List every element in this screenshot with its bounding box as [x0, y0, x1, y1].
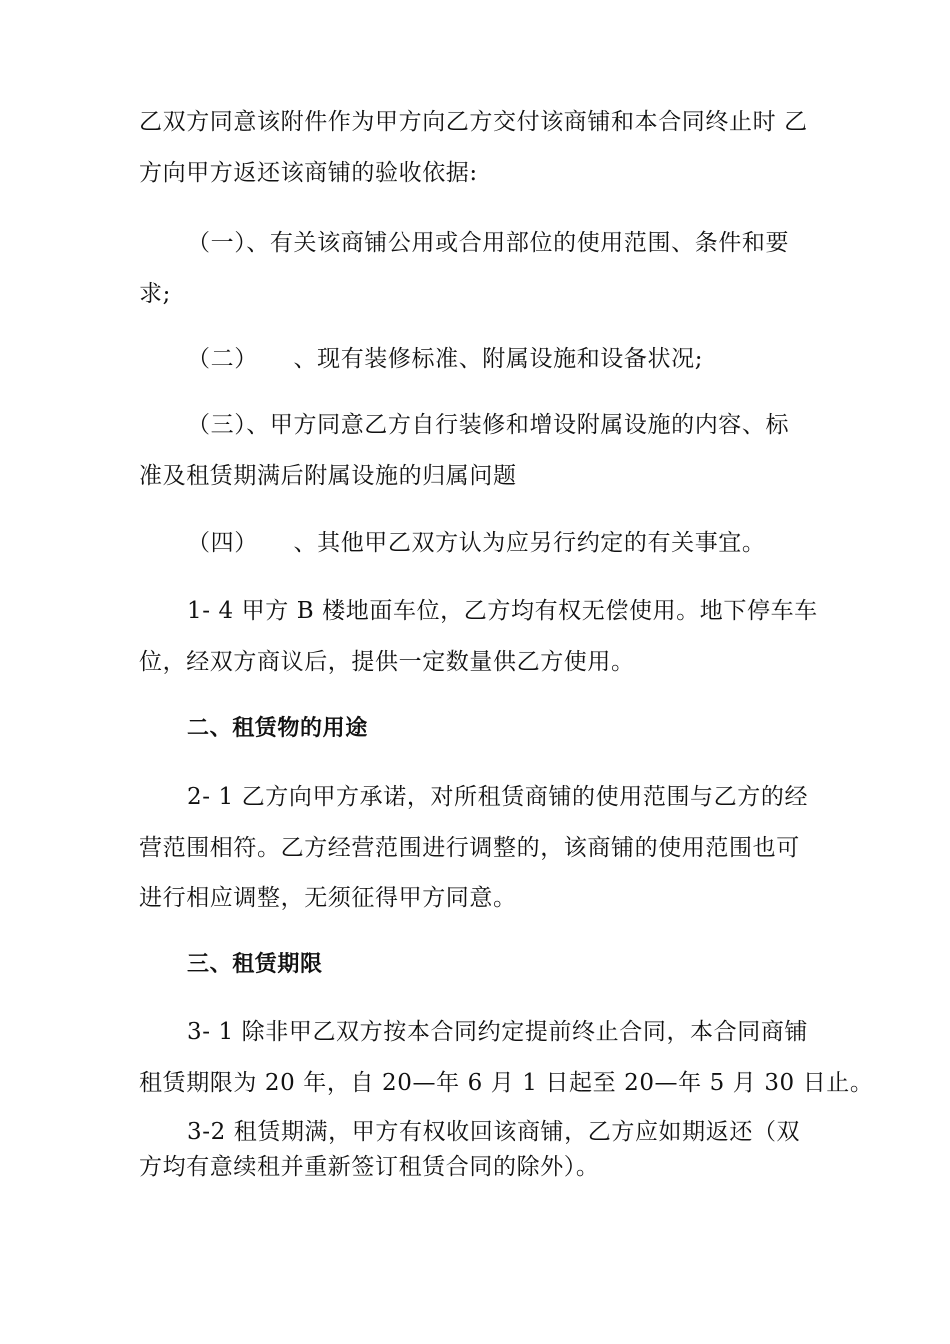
- list-item-3: （三）、甲方同意乙方自行装修和增设附属设施的内容、标: [187, 412, 790, 438]
- text-line: 营范围相符。乙方经营范围进行调整的，该商铺的使用范围也可: [139, 835, 800, 861]
- text-line: 乙双方同意该附件作为甲方向乙方交付该商铺和本合同终止时 乙: [139, 109, 808, 135]
- list-item-2: （二） 、现有装修标准、附属设施和设备状况;: [187, 346, 704, 372]
- list-item-4: （四） 、其他甲乙双方认为应另行约定的有关事宜。: [187, 530, 766, 556]
- clause-2-1: 2- 1 乙方向甲方承诺，对所租赁商铺的使用范围与乙方的经: [187, 784, 809, 810]
- clause-3-2: 3-2 租赁期满，甲方有权收回该商铺，乙方应如期返还（双: [187, 1119, 801, 1145]
- list-item-1: （一）、有关该商铺公用或合用部位的使用范围、条件和要: [187, 230, 790, 256]
- text-line: 方均有意续租并重新签订租赁合同的除外）。: [139, 1154, 600, 1180]
- text-line: 求;: [139, 281, 171, 307]
- section-heading-2: 二、租赁物的用途: [187, 716, 368, 741]
- text-line: 准及租赁期满后附属设施的归属问题: [139, 463, 517, 489]
- clause-3-1: 3- 1 除非甲乙双方按本合同约定提前终止合同，本合同商铺: [187, 1019, 809, 1045]
- section-heading-3: 三、租赁期限: [187, 952, 323, 977]
- text-line: 位，经双方商议后，提供一定数量供乙方使用。: [139, 649, 635, 675]
- clause-1-4: 1- 4 甲方 B 楼地面车位，乙方均有权无偿使用。地下停车车: [187, 598, 818, 624]
- text-line: 租赁期限为 20 年，自 20—年 6 月 1 日起至 20—年 5 月 30 日止。: [139, 1070, 874, 1096]
- text-line: 方向甲方返还该商铺的验收依据:: [139, 160, 478, 186]
- text-line: 进行相应调整，无须征得甲方同意。: [139, 885, 517, 911]
